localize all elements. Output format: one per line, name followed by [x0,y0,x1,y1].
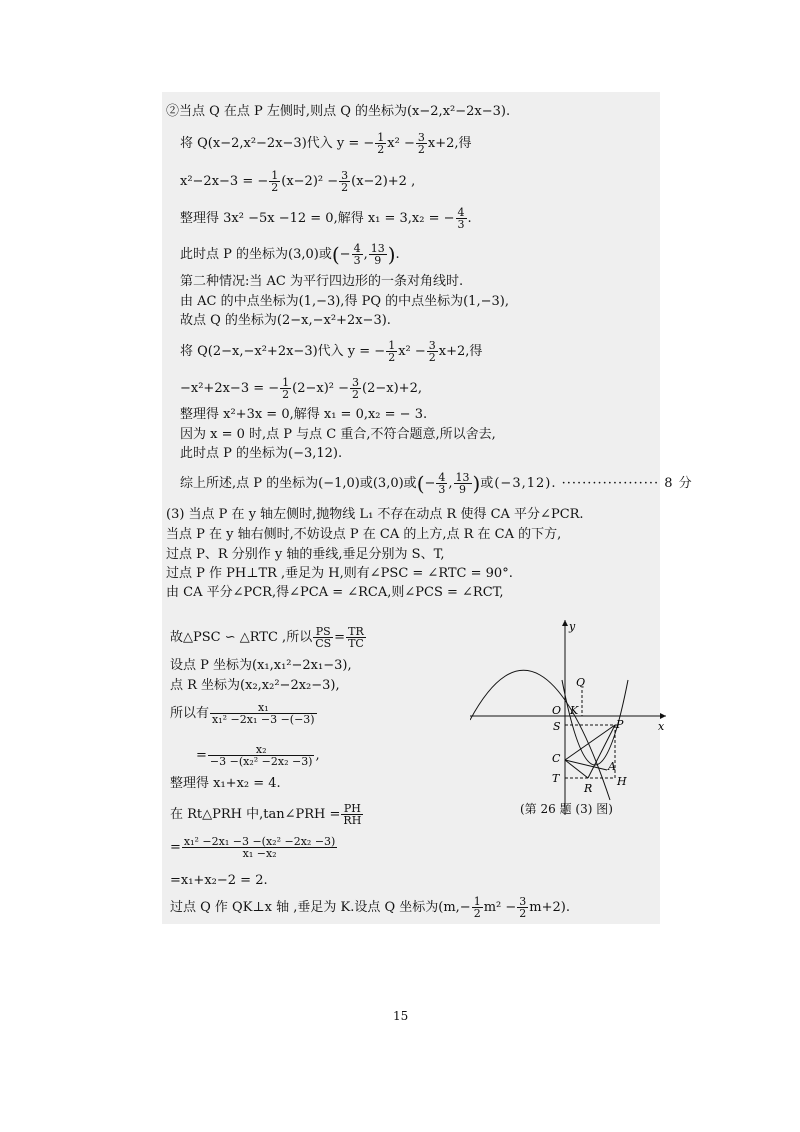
fraction: $\frac{1}{2}$ [377,131,385,156]
fraction: $\frac{PS}{CS}$ [315,625,332,650]
label-h: H [617,775,627,788]
cp-segment [565,725,615,760]
fraction: $\frac{1}{2}$ [473,895,481,920]
fraction: $\frac{13}{9}$ [370,242,385,267]
fraction: $\frac{PH}{RH}$ [343,802,362,827]
fraction: $\frac{3}{2}$ [417,131,425,156]
text-line-13: 此时点 P 的坐标为(−3,12). [180,446,343,461]
label-a: A [608,760,616,773]
text-line-4: 整理得 3x² −5x −12 = 0,解得 x₁ = 3,x₂ = − $\frac{4}{3}$ . [180,206,472,231]
parabola-figure [470,620,670,820]
text-line-2: 将 Q(x−2,x²−2x−3)代入 y = − $\frac{1}{2}$ x² − $\frac{3}{2}$ x+2,得 [180,131,472,156]
label-o: O [552,704,562,717]
fraction: $\frac{4}{3}$ [353,242,361,267]
label-t: T [552,772,560,785]
label-k: K [570,704,579,717]
text-line-28: =x₁+x₂−2 = 2. [170,873,268,888]
text-line-9: 将 Q(2−x,−x²+2x−3)代入 y = − $\frac{1}{2}$ x² − $\frac{3}{2}$ x+2,得 [180,339,483,364]
text-line-25: 整理得 x₁+x₂ = 4. [170,776,281,791]
text-line-6: 第二种情况:当 AC 为平行四边形的一条对角线时. [180,274,464,289]
page-number: 15 [393,1009,409,1023]
x-axis-arrow-icon [660,713,666,719]
text-line-21: 设点 P 坐标为(x₁,x₁²−2x₁−3), [170,658,352,673]
text-line-23: 所以有 $\frac{\text{x₁}}{\text{x₁² −2x₁ −3 −(−3)}}$ [170,701,315,726]
text-line-1: ②当点 Q 在点 P 左侧时,则点 Q 的坐标为(x−2,x²−2x−3). [166,104,511,119]
text-line-12: 因为 x = 0 时,点 P 与点 C 重合,不符合题意,所以舍去, [180,427,496,442]
parabola-l1 [470,670,610,800]
text-line-11: 整理得 x²+3x = 0,解得 x₁ = 0,x₂ = − 3. [180,407,428,422]
text-line-5: 此时点 P 的坐标为(3,0)或(− $\frac{4}{3}$ , $\frac{13}{9}$ ). [180,242,400,267]
figure-caption: (第 26 题 (3) 图) [520,802,613,816]
text-line-29: 过点 Q 作 QK⊥x 轴 ,垂足为 K.设点 Q 坐标为(m,− $\frac{1}{2}$ m² − $\frac{3}{2}$ m+2). [170,895,570,920]
text-line-3: x²−2x−3 = − $\frac{1}{2}$ (x−2)² − $\frac{3}{2}$ (x−2)+2 , [180,169,416,194]
label-s: S [553,720,561,733]
text-line-18: 过点 P 作 PH⊥TR ,垂足为 H,则有∠PSC = ∠RTC = 90°. [166,566,513,581]
text-line-24: = $\frac{\text{x₂}}{\text{−3 −(x₂² −2x₂ −3)}}$ , [196,743,320,768]
text-line-10: −x²+2x−3 = − $\frac{1}{2}$ (2−x)² − $\frac{3}{2}$ (2−x)+2, [180,376,422,401]
fraction: $\frac{1}{2}$ [271,169,279,194]
text-line-7: 由 AC 的中点坐标为(1,−3),得 PQ 的中点坐标为(1,−3), [180,294,509,309]
label-y: y [569,620,576,633]
text-line-26: 在 Rt△PRH 中,tan∠PRH = $\frac{PH}{RH}$ [170,802,362,827]
text-line-20: 故△PSC ∽ △RTC ,所以 $\frac{PS}{CS}$ = $\frac{TR}{TC}$ [170,625,364,650]
label-c: C [552,752,561,765]
fraction: $\frac{4}{3}$ [438,471,446,496]
fraction: $\frac{13}{9}$ [455,471,470,496]
label-x: x [658,720,665,733]
fraction: $\frac{4}{3}$ [457,206,465,231]
text-line-15: (3) 当点 P 在 y 轴左侧时,抛物线 L₁ 不存在动点 R 使得 CA 平分∠PCR. [166,507,584,522]
text-line-16: 当点 P 在 y 轴右侧时,不妨设点 P 在 CA 的上方,点 R 在 CA 的下方, [166,527,562,542]
text-line-14: 综上所述,点 P 的坐标为(−1,0)或(3,0)或(− $\frac{4}{3}$ , $\frac{13}{9}$ )或(−3,12). ··················· 8 分 [180,471,693,496]
label-r: R [584,782,593,795]
y-axis-arrow-icon [562,620,568,626]
fraction: $\frac{1}{2}$ [388,339,396,364]
text-line-17: 过点 P、R 分别作 y 轴的垂线,垂足分别为 S、T, [166,547,445,562]
text-line-27: = $\frac{\text{x₁² −2x₁ −3 −(x₂² −2x₂ −3)}}{\text{x₁ −x₂}}$ [170,835,336,860]
fraction: $\frac{\text{x₁}}{\text{x₁² −2x₁ −3 −(−3)}}$ [212,701,315,726]
fraction: $\frac{\text{x₂}}{\text{−3 −(x₂² −2x₂ −3)}}$ [209,743,313,768]
label-p: P [616,718,624,731]
label-q: Q [576,676,586,689]
fraction: $\frac{3}{2}$ [519,895,527,920]
fraction: $\frac{3}{2}$ [352,376,360,401]
fraction: $\frac{1}{2}$ [282,376,290,401]
fraction: $\frac{3}{2}$ [428,339,436,364]
text-line-8: 故点 Q 的坐标为(2−x,−x²+2x−3). [180,313,391,328]
fraction: $\frac{TR}{TC}$ [348,625,364,650]
text-line-19: 由 CA 平分∠PCR,得∠PCA = ∠RCA,则∠PCS = ∠RCT, [166,585,504,600]
fraction: $\frac{3}{2}$ [341,169,349,194]
text-line-22: 点 R 坐标为(x₂,x₂²−2x₂−3), [170,678,340,693]
fraction: $\frac{\text{x₁² −2x₁ −3 −(x₂² −2x₂ −3)}}{\text{x₁ −x₂}}$ [183,835,336,860]
